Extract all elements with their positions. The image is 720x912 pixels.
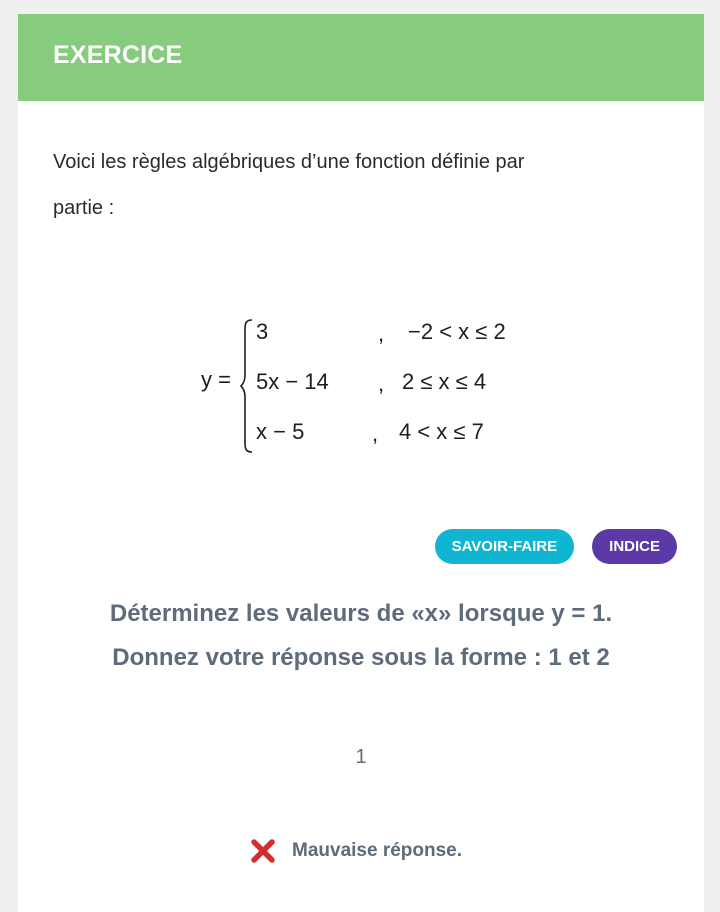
question-line-1: Déterminez les valeurs de «x» lorsque y = 1.	[109, 600, 613, 627]
help-buttons	[435, 529, 677, 564]
card-header	[18, 14, 704, 101]
feedback	[250, 838, 462, 864]
case-2-comma: ,	[378, 371, 385, 396]
question-text	[18, 592, 704, 680]
case-1-expr: 3	[256, 319, 269, 344]
case-1-comma: ,	[378, 321, 385, 346]
answer-value: 1	[355, 746, 367, 768]
case-2-expr: 5x − 14	[256, 369, 329, 394]
savoir-faire-button[interactable]: SAVOIR-FAIRE	[435, 529, 575, 564]
case-3-condition: 4 < x ≤ 7	[399, 419, 484, 444]
case-3-comma: ,	[372, 421, 379, 446]
brace-icon	[240, 319, 254, 453]
exercise-card	[18, 14, 704, 912]
feedback-message: Mauvaise réponse.	[292, 840, 463, 861]
case-1-condition: −2 < x ≤ 2	[408, 319, 506, 344]
formula-lhs: y =	[201, 367, 231, 392]
question-line-2: Donnez votre réponse sous la forme : 1 et 2	[112, 644, 610, 671]
case-2-condition: 2 ≤ x ≤ 4	[402, 369, 487, 394]
intro-line-1: Voici les règles algébriques d’une fonction définie par	[53, 151, 525, 173]
page-title: EXERCICE	[53, 41, 183, 69]
piecewise-formula	[18, 309, 704, 459]
case-3-expr: x − 5	[256, 419, 305, 444]
indice-button[interactable]: INDICE	[592, 529, 677, 564]
cross-icon	[250, 838, 276, 864]
intro-text	[53, 139, 663, 231]
intro-line-2: partie :	[53, 197, 115, 219]
